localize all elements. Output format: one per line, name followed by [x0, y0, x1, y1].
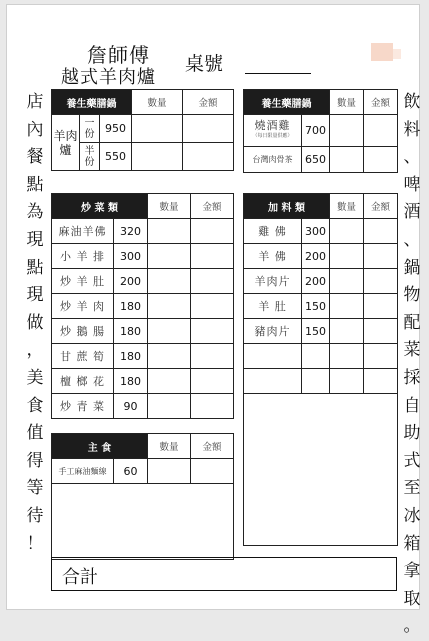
item-name: 檀 榔 花	[52, 369, 114, 394]
price: 150	[302, 294, 330, 319]
qty-header: 數量	[330, 194, 364, 219]
price: 180	[114, 369, 148, 394]
unit-label: 一份	[80, 115, 100, 143]
logo-mark-accent	[393, 49, 401, 59]
amount-cell[interactable]	[183, 115, 234, 143]
slogan-char: 、	[403, 229, 421, 250]
qty-cell[interactable]	[148, 269, 191, 294]
slogan-char: 等	[26, 478, 44, 499]
section-title: 主 食	[52, 434, 148, 459]
slogan-char: 自	[403, 395, 421, 416]
item-name: 羊肉片	[244, 269, 302, 294]
blank-cell[interactable]	[364, 369, 398, 394]
amount-header: 金額	[191, 194, 234, 219]
slogan-char: 。	[403, 616, 421, 637]
item-name: 雞 佛	[244, 219, 302, 244]
amount-cell[interactable]	[191, 394, 234, 419]
slogan-char: 鍋	[403, 257, 421, 278]
blank-row	[244, 344, 398, 369]
price: 180	[114, 319, 148, 344]
amount-cell[interactable]	[191, 369, 234, 394]
staple-table	[51, 433, 234, 560]
slogan-char: 待	[26, 505, 44, 526]
menu-row	[52, 219, 234, 244]
blank-cell[interactable]	[244, 344, 302, 369]
slogan-char: 至	[403, 478, 421, 499]
slogan-char: 配	[403, 312, 421, 333]
menu-row	[52, 269, 234, 294]
item-name: 炒 羊 肉	[52, 294, 114, 319]
qty-cell[interactable]	[132, 143, 183, 171]
qty-cell[interactable]	[148, 344, 191, 369]
amount-cell[interactable]	[191, 219, 234, 244]
slogan-char: 啤	[403, 174, 421, 195]
hotpot-right-table	[243, 89, 398, 173]
price: 950	[100, 115, 132, 143]
qty-cell[interactable]	[148, 459, 191, 484]
section-title: 養生藥膳鍋	[52, 90, 132, 115]
slogan-char: 酒	[403, 202, 421, 223]
qty-cell[interactable]	[148, 244, 191, 269]
slogan-char: 食	[26, 395, 44, 416]
amount-header: 金額	[364, 90, 398, 115]
menu-row	[244, 294, 398, 319]
amount-cell[interactable]	[191, 344, 234, 369]
menu-row	[244, 269, 398, 294]
section-title: 炒 菜 類	[52, 194, 148, 219]
restaurant-subtitle: 越式羊肉爐	[61, 67, 156, 88]
section-title: 養生藥膳鍋	[244, 90, 330, 115]
amount-cell[interactable]	[364, 115, 398, 147]
amount-cell[interactable]	[191, 294, 234, 319]
menu-row	[52, 294, 234, 319]
qty-header: 數量	[330, 90, 364, 115]
amount-header: 金額	[183, 90, 234, 115]
slogan-char: 助	[403, 423, 421, 444]
blank-cell[interactable]	[302, 344, 330, 369]
blank-cell[interactable]	[330, 369, 364, 394]
price: 700	[302, 115, 330, 147]
slogan-char: 餐	[26, 147, 44, 168]
qty-cell[interactable]	[330, 269, 364, 294]
item-note: （每日限量供應）	[252, 132, 293, 139]
slogan-char: 箱	[403, 533, 421, 554]
table-number-field[interactable]	[245, 73, 311, 74]
slogan-char: 現	[26, 229, 44, 250]
blank-cell[interactable]	[302, 369, 330, 394]
price: 200	[302, 244, 330, 269]
slogan-char: ！	[26, 533, 44, 554]
amount-cell[interactable]	[191, 269, 234, 294]
item-name	[244, 115, 302, 147]
slogan-char: 內	[26, 119, 44, 140]
price: 180	[114, 344, 148, 369]
slogan-char: ，	[26, 340, 44, 361]
price: 550	[100, 143, 132, 171]
menu-sheet	[6, 4, 421, 637]
section-title: 加 料 類	[244, 194, 330, 219]
amount-cell[interactable]	[191, 319, 234, 344]
menu-row	[244, 319, 398, 344]
slogan-char: 做	[26, 312, 44, 333]
item-name: 羊 肚	[244, 294, 302, 319]
qty-cell[interactable]	[148, 394, 191, 419]
left-slogan	[21, 89, 49, 558]
right-slogan	[399, 89, 425, 641]
item-name: 炒 羊 肚	[52, 269, 114, 294]
item-name: 甘 蔗 筍	[52, 344, 114, 369]
qty-cell[interactable]	[330, 219, 364, 244]
restaurant-title: 詹師傅	[87, 43, 150, 67]
amount-cell[interactable]	[191, 459, 234, 484]
slogan-char: 美	[26, 367, 44, 388]
amount-cell[interactable]	[364, 319, 398, 344]
menu-row	[52, 344, 234, 369]
slogan-char: 得	[26, 450, 44, 471]
price: 300	[114, 244, 148, 269]
slogan-char: 取	[403, 588, 421, 609]
slogan-char: 為	[26, 202, 44, 223]
price: 300	[302, 219, 330, 244]
qty-cell[interactable]	[148, 294, 191, 319]
qty-header: 數量	[132, 90, 183, 115]
price: 200	[114, 269, 148, 294]
menu-row	[52, 369, 234, 394]
slogan-char: 冰	[403, 505, 421, 526]
menu-row	[52, 244, 234, 269]
amount-cell[interactable]	[183, 143, 234, 171]
blank-area[interactable]	[244, 394, 398, 546]
amount-cell[interactable]	[364, 269, 398, 294]
total-box[interactable]	[51, 557, 397, 591]
slogan-char: 物	[403, 285, 421, 306]
blank-cell[interactable]	[364, 344, 398, 369]
item-name: 麻油羊佛	[52, 219, 114, 244]
menu-row	[244, 219, 398, 244]
item-name: 炒 鵝 腸	[52, 319, 114, 344]
amount-cell[interactable]	[364, 219, 398, 244]
price: 150	[302, 319, 330, 344]
menu-row	[52, 394, 234, 419]
blank-cell[interactable]	[330, 344, 364, 369]
menu-row	[244, 244, 398, 269]
hotpot-table	[51, 89, 234, 171]
item-name: 台灣肉骨茶	[244, 147, 302, 173]
blank-row	[244, 394, 398, 546]
blank-row	[244, 369, 398, 394]
qty-cell[interactable]	[148, 369, 191, 394]
slogan-char: 店	[26, 92, 44, 112]
menu-row	[52, 319, 234, 344]
item-name-main: 燒酒雞	[254, 118, 291, 132]
price: 60	[114, 459, 148, 484]
item-name: 炒 青 菜	[52, 394, 114, 419]
amount-cell[interactable]	[364, 244, 398, 269]
slogan-char: 、	[403, 147, 421, 168]
amount-cell[interactable]	[364, 147, 398, 173]
amount-cell[interactable]	[364, 294, 398, 319]
slogan-char: 式	[403, 450, 421, 471]
qty-cell[interactable]	[330, 115, 364, 147]
slogan-char: 菜	[403, 340, 421, 361]
slogan-char: 點	[26, 174, 44, 195]
slogan-char: 拿	[403, 561, 421, 582]
slogan-char: 值	[26, 423, 44, 444]
amount-header: 金額	[191, 434, 234, 459]
price: 200	[302, 269, 330, 294]
slogan-char: 料	[403, 119, 421, 140]
price: 320	[114, 219, 148, 244]
total-label: 合計	[62, 567, 98, 588]
price: 90	[114, 394, 148, 419]
table-number-label: 桌號	[185, 53, 224, 75]
amount-cell[interactable]	[191, 244, 234, 269]
slogan-char: 點	[26, 257, 44, 278]
qty-header: 數量	[148, 434, 191, 459]
qty-cell[interactable]	[330, 319, 364, 344]
qty-cell[interactable]	[330, 294, 364, 319]
qty-cell[interactable]	[330, 147, 364, 173]
slogan-char: 採	[403, 367, 421, 388]
item-name: 羊 佛	[244, 244, 302, 269]
slogan-char: 飲	[403, 92, 421, 112]
item-name: 小 羊 排	[52, 244, 114, 269]
blank-area[interactable]	[52, 484, 234, 560]
stir-fry-table	[51, 193, 234, 419]
logo-mark	[371, 43, 393, 61]
amount-header: 金額	[364, 194, 398, 219]
price: 650	[302, 147, 330, 173]
price: 180	[114, 294, 148, 319]
qty-cell[interactable]	[330, 244, 364, 269]
add-ons-table	[243, 193, 398, 546]
item-name: 羊肉爐	[52, 115, 80, 171]
qty-header: 數量	[148, 194, 191, 219]
qty-cell[interactable]	[132, 115, 183, 143]
qty-cell[interactable]	[148, 219, 191, 244]
unit-label: 半份	[80, 143, 100, 171]
item-name: 豬肉片	[244, 319, 302, 344]
blank-cell[interactable]	[244, 369, 302, 394]
item-name: 手工麻油麵線	[52, 459, 114, 484]
slogan-char: 現	[26, 285, 44, 306]
qty-cell[interactable]	[148, 319, 191, 344]
